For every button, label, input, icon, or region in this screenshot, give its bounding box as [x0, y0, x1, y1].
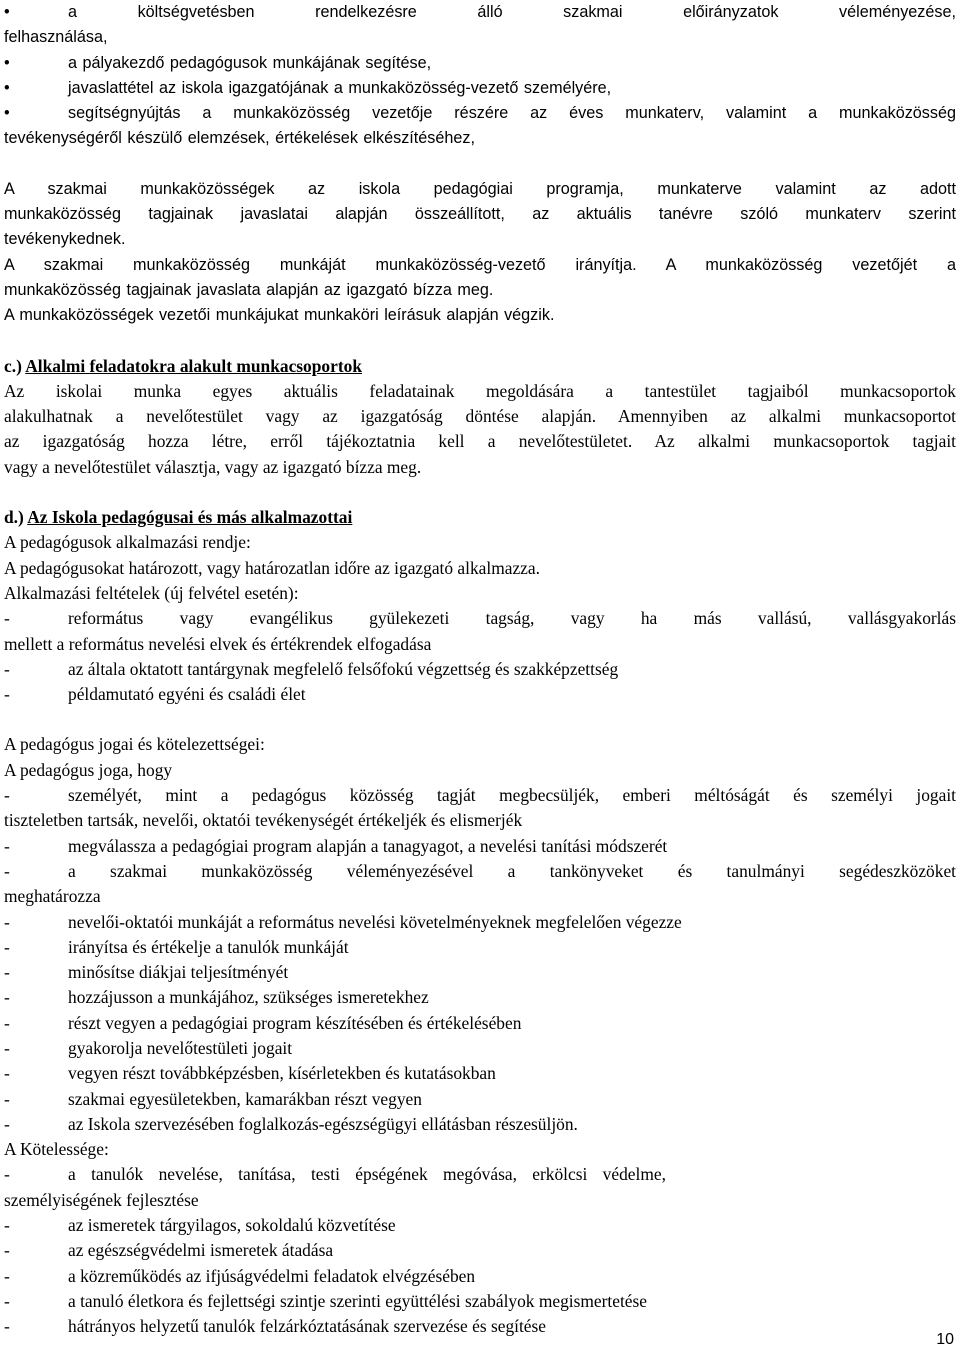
list-item-continuation: tiszteletben tartsák, nevelői, oktatói tevékenységét értékeljék és elismerjék	[4, 810, 523, 831]
section-c	[4, 354, 956, 480]
list-item: - minősítse diákjai teljesítményét	[4, 960, 956, 985]
duties-heading: A Kötelessége:	[4, 1139, 109, 1160]
list-item-continuation: mellett a református nevelési elvek és értékrendek elfogadása	[4, 633, 432, 654]
text-line: A pedagógusok alkalmazási rendje:	[4, 532, 251, 553]
list-item: - szakmai egyesületekben, kamarákban részt vegyen	[4, 1087, 956, 1112]
list-item: - református vagy evangélikus gyülekezeti tagság, vagy ha más vallású, vallásgyakorlás	[4, 606, 956, 631]
list-item: - irányítsa és értékelje a tanulók munkáját	[4, 935, 956, 960]
list-item-continuation: személyiségének fejlesztése	[4, 1189, 199, 1210]
document-page	[4, 0, 956, 1340]
list-item: - hozzájusson a munkájához, szükséges ismeretekhez	[4, 985, 956, 1010]
text-line: A szakmai munkaközösségek az iskola pedagógiai programja, munkaterve valamint az adott	[4, 179, 956, 198]
list-item: - a tanuló életkora és fejlettségi szintje szerinti együttélési szabályok megismertetése	[4, 1289, 956, 1314]
spacer	[4, 152, 956, 177]
rights-intro: A pedagógus joga, hogy	[4, 759, 173, 780]
rights-heading: A pedagógus jogai és kötelezettségei:	[4, 734, 265, 755]
text-line: az igazgatóság hozza létre, erről tájékoztatnia kell a nevelőtestületet. Az alkalmi munkacsoportok tagjait	[4, 431, 956, 452]
section-heading: c.) Alkalmi feladatokra alakult munkacsoportok	[4, 355, 362, 376]
list-item-continuation: felhasználása,	[4, 28, 108, 47]
text-line: vagy a nevelőtestület választja, vagy az igazgató bízza meg.	[4, 456, 422, 477]
conditions-list	[4, 606, 956, 707]
spacer	[4, 329, 956, 354]
list-item: - vegyen részt továbbképzésben, kísérletekben és kutatásokban	[4, 1061, 956, 1086]
list-item: - az Iskola szervezésében foglalkozás-egészségügyi ellátásban részesüljön.	[4, 1112, 956, 1137]
list-item: - az ismeretek tárgyilagos, sokoldalú közvetítése	[4, 1213, 956, 1238]
szakmai-paragraph	[4, 177, 956, 329]
list-item: - példamutató egyéni és családi élet	[4, 682, 956, 707]
list-item: - személyét, mint a pedagógus közösség tagját megbecsüljék, emberi méltóságát és személyi jogait	[4, 783, 956, 808]
list-item: • a pályakezdő pedagógusok munkájának segítése,	[4, 51, 956, 76]
list-item-continuation: tevékenységéről készülő elemzések, értékelések elkészítéséhez,	[4, 129, 475, 148]
page-number: 10	[936, 1330, 954, 1348]
list-item: • segítségnyújtás a munkaközösség vezetője részére az éves munkaterv, valamint a munkaközösség	[4, 101, 956, 126]
list-item: • a költségvetésben rendelkezésre álló szakmai előirányzatok véleményezése,	[4, 0, 956, 25]
list-item: - a szakmai munkaközösség véleményezésével a tankönyveket és tanulmányi segédeszközöket	[4, 859, 956, 884]
text-line: Alkalmazási feltételek (új felvétel esetén):	[4, 582, 299, 603]
list-item: - nevelői-oktatói munkáját a református nevelési követelményeknek megfelelően végezze	[4, 910, 956, 935]
list-item: - az általa oktatott tantárgynak megfelelő felsőfokú végzettség és szakképzettség	[4, 657, 956, 682]
list-item: - a tanulók nevelése, tanítása, testi épségének megóvása, erkölcsi védelme,	[4, 1162, 956, 1187]
list-item: - gyakorolja nevelőtestületi jogait	[4, 1036, 956, 1061]
list-item: • javaslattétel az iskola igazgatójának a munkaközösség-vezető személyére,	[4, 76, 956, 101]
text-line: munkaközösség tagjainak javaslatai alapján összeállított, az aktuális tanévre szóló munkaterv szerint	[4, 205, 956, 224]
text-line: A szakmai munkaközösség munkáját munkaközösség-vezető irányítja. A munkaközösség vezetőjét a	[4, 255, 956, 274]
text-line: alakulhatnak a nevelőtestület vagy az igazgatóság döntése alapján. Amennyiben az alkalmi munkacsoportot	[4, 406, 956, 427]
spacer	[4, 707, 956, 732]
rights-list	[4, 783, 956, 1137]
text-line: A pedagógusokat határozott, vagy határozatlan időre az igazgató alkalmazza.	[4, 557, 540, 578]
list-item: - az egészségvédelmi ismeretek átadása	[4, 1238, 956, 1263]
section-heading: d.) Az Iskola pedagógusai és más alkalmazottai	[4, 507, 353, 528]
duties-list	[4, 1162, 956, 1339]
section-d	[4, 505, 956, 606]
text-line: munkaközösség tagjainak javaslata alapján az igazgató bízza meg.	[4, 280, 494, 299]
list-item-continuation: meghatározza	[4, 886, 101, 907]
list-item: - részt vegyen a pedagógiai program készítésében és értékelésében	[4, 1011, 956, 1036]
list-item: - megválassza a pedagógiai program alapján a tanagyagot, a nevelési tanítási módszerét	[4, 834, 956, 859]
spacer	[4, 480, 956, 505]
list-item: - a közreműködés az ifjúságvédelmi feladatok elvégzésében	[4, 1264, 956, 1289]
text-line: A munkaközösségek vezetői munkájukat munkaköri leírásuk alapján végzik.	[4, 306, 555, 325]
top-bullet-list	[4, 0, 956, 152]
text-line: Az iskolai munka egyes aktuális feladatainak megoldására a tantestület tagjaiból munkacsoportok	[4, 380, 956, 401]
text-line: tevékenykednek.	[4, 230, 126, 249]
list-item: - hátrányos helyzetű tanulók felzárkóztatásának szervezése és segítése	[4, 1314, 956, 1339]
